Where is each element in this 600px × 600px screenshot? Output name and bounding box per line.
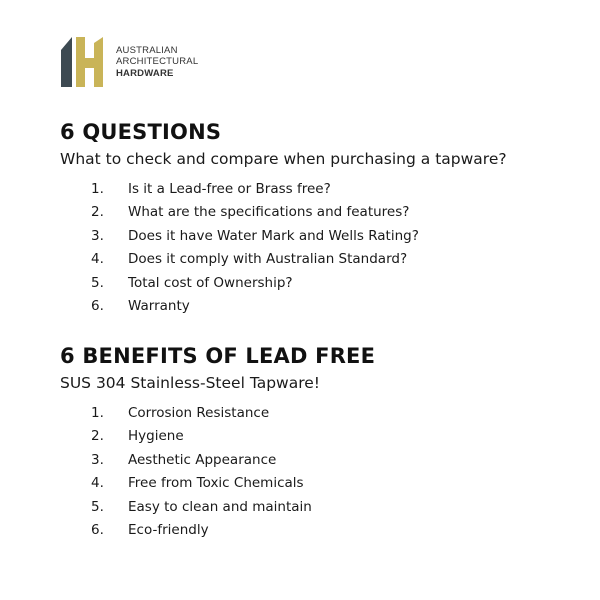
logo-wordmark xyxy=(116,45,198,80)
item-text: Corrosion Resistance xyxy=(128,404,270,421)
item-text: Eco-friendly xyxy=(128,522,209,539)
item-text: Easy to clean and maintain xyxy=(128,498,312,515)
item-text: Warranty xyxy=(128,298,190,315)
questions-list xyxy=(60,177,580,318)
item-number: 5. xyxy=(91,498,104,515)
item-number: 1. xyxy=(91,404,104,421)
brand-logo xyxy=(58,37,198,87)
item-number: 1. xyxy=(91,180,104,197)
item-number: 6. xyxy=(91,298,104,315)
list-item xyxy=(60,177,580,201)
logo-line-2: ARCHITECTURAL xyxy=(116,56,199,68)
item-text: Hygiene xyxy=(128,428,184,445)
item-number: 4. xyxy=(91,475,104,492)
item-number: 6. xyxy=(91,522,104,539)
item-number: 2. xyxy=(91,428,104,445)
item-number: 4. xyxy=(91,251,104,268)
benefits-list xyxy=(60,401,580,542)
item-text: Aesthetic Appearance xyxy=(128,451,277,468)
list-item xyxy=(60,401,580,425)
item-text: Does it comply with Australian Standard? xyxy=(128,251,408,268)
item-text: Total cost of Ownership? xyxy=(128,274,293,291)
list-item xyxy=(60,271,580,295)
questions-title: 6 QUESTIONS xyxy=(60,120,222,144)
list-item xyxy=(60,248,580,272)
logo-mark-icon xyxy=(58,37,110,87)
benefits-subtitle: SUS 304 Stainless-Steel Tapware! xyxy=(60,374,321,392)
item-number: 3. xyxy=(91,451,104,468)
list-item xyxy=(60,295,580,319)
item-number: 2. xyxy=(91,204,104,221)
list-item xyxy=(60,519,580,543)
item-number: 5. xyxy=(91,274,104,291)
list-item xyxy=(60,425,580,449)
item-text: Is it a Lead-free or Brass free? xyxy=(128,180,331,197)
list-item xyxy=(60,495,580,519)
item-number: 3. xyxy=(91,227,104,244)
benefits-title: 6 BENEFITS OF LEAD FREE xyxy=(60,344,376,368)
list-item xyxy=(60,201,580,225)
list-item xyxy=(60,224,580,248)
questions-subtitle: What to check and compare when purchasing a tapware? xyxy=(60,150,507,168)
logo-line-1: AUSTRALIAN xyxy=(116,44,178,56)
questions-section xyxy=(60,118,580,318)
item-text: Does it have Water Mark and Wells Rating? xyxy=(128,227,419,244)
item-text: Free from Toxic Chemicals xyxy=(128,475,304,492)
list-item xyxy=(60,448,580,472)
benefits-section xyxy=(60,342,580,542)
list-item xyxy=(60,472,580,496)
logo-line-3: HARDWARE xyxy=(116,67,174,79)
item-text: What are the specifications and features? xyxy=(128,204,410,221)
